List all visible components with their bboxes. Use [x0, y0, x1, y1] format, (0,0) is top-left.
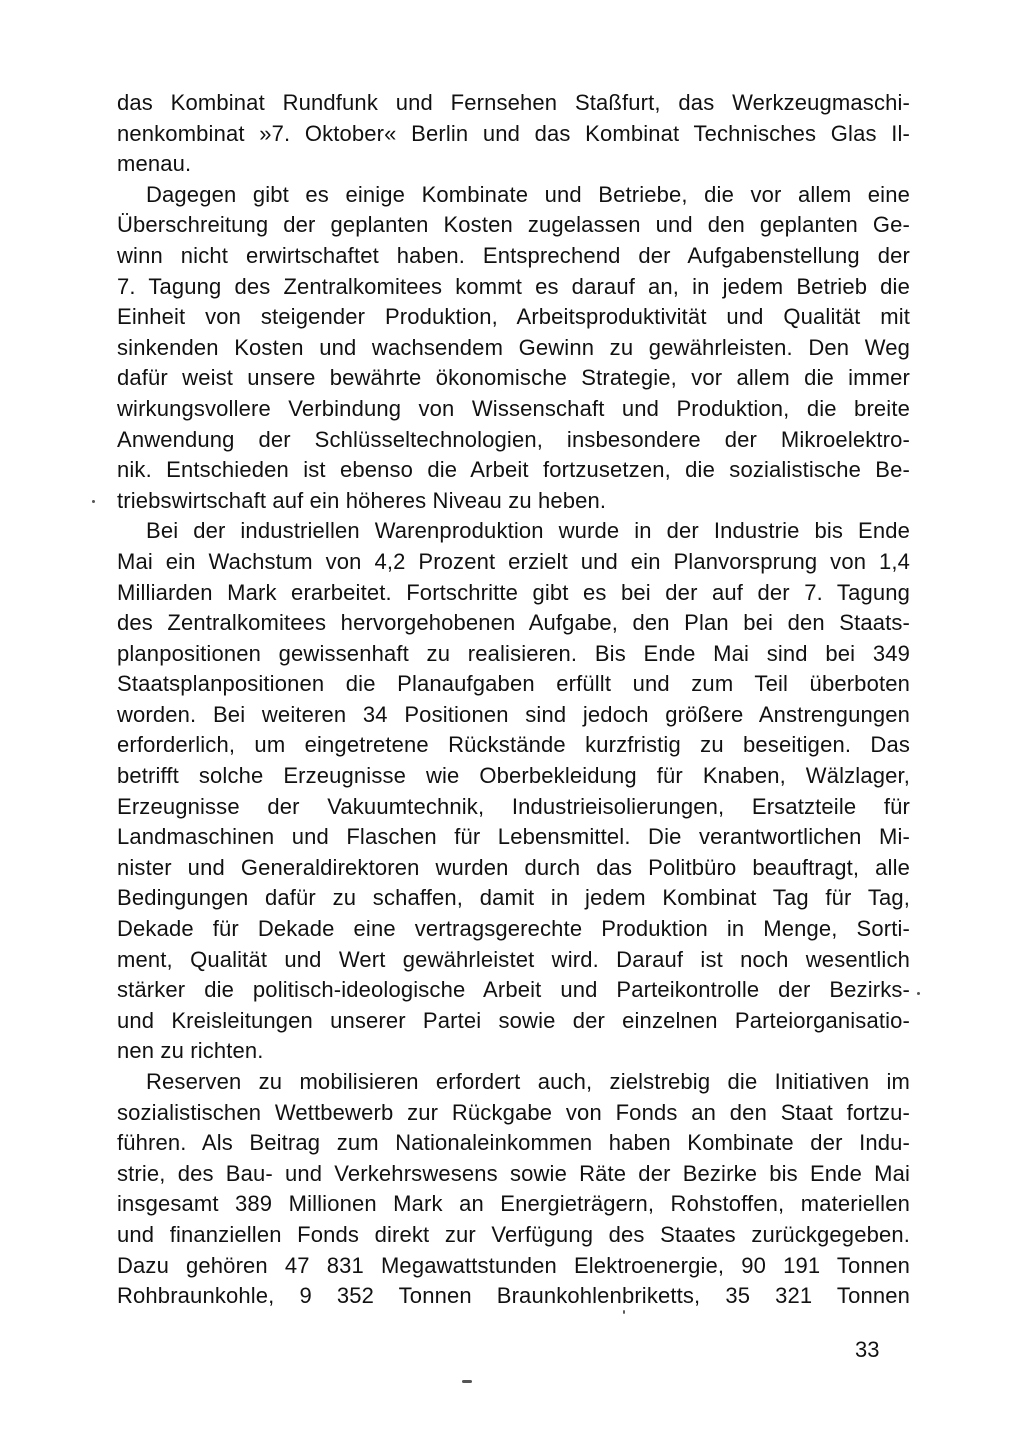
text-line: Überschreitung der geplanten Kosten zugelassen und den geplanten Ge-: [117, 212, 910, 238]
paragraph: [117, 516, 910, 1067]
scan-speck: [623, 1310, 625, 1314]
text-line: und Kreisleitungen unserer Partei sowie der einzelnen Parteiorganisatio-: [117, 1007, 910, 1033]
text-line: Bedingungen dafür zu schaffen, damit in jedem Kombinat Tag für Tag,: [117, 885, 910, 911]
text-line: Staatsplanpositionen die Planaufgaben erfüllt und zum Teil überboten: [117, 671, 910, 697]
text-line: und finanziellen Fonds direkt zur Verfügung des Staates zurückgegeben.: [117, 1221, 910, 1247]
text-line: ment, Qualität und Wert gewährleistet wird. Darauf ist noch wesentlich: [117, 946, 910, 972]
text-line: Dazu gehören 47 831 Megawattstunden Elektroenergie, 90 191 Tonnen: [117, 1252, 910, 1278]
text-line: Bei der industriellen Warenproduktion wurde in der Industrie bis Ende: [146, 518, 910, 544]
text-line: Rohbraunkohle, 9 352 Tonnen Braunkohlenbriketts, 35 321 Tonnen: [117, 1283, 910, 1309]
text-line: Anwendung der Schlüsseltechnologien, insbesondere der Mikroelektro-: [117, 426, 910, 452]
paragraph: [117, 88, 910, 180]
text-line: worden. Bei weiteren 34 Positionen sind jedoch größere Anstrengungen: [117, 701, 910, 727]
text-line: insgesamt 389 Millionen Mark an Energieträgern, Rohstoffen, materiellen: [117, 1191, 910, 1217]
text-line: wirkungsvollere Verbindung von Wissenschaft und Produktion, die breite: [117, 395, 910, 421]
page-number: 33: [855, 1337, 880, 1362]
paragraph: [117, 180, 910, 517]
text-line: das Kombinat Rundfunk und Fernsehen Staßfurt, das Werkzeugmaschi-: [117, 90, 910, 115]
text-line: Dekade für Dekade eine vertragsgerechte Produktion in Menge, Sorti-: [117, 916, 910, 942]
text-line: nister und Generaldirektoren wurden durch das Politbüro beauftragt, alle: [117, 854, 910, 880]
text-line: nenkombinat »7. Oktober« Berlin und das Kombinat Technisches Glas Il-: [117, 120, 910, 146]
text-line: Landmaschinen und Flaschen für Lebensmittel. Die verantwortlichen Mi-: [117, 824, 910, 850]
text-line: sinkenden Kosten und wachsendem Gewinn zu gewährleisten. Den Weg: [117, 334, 910, 360]
scan-speck: [917, 992, 920, 995]
text-line: betrifft solche Erzeugnisse wie Oberbekleidung für Knaben, Wälzlager,: [117, 763, 910, 789]
text-line: Reserven zu mobilisieren erfordert auch, zielstrebig die Initiativen im: [146, 1069, 910, 1094]
text-line: führen. Als Beitrag zum Nationaleinkommen haben Kombinate der Indu-: [117, 1130, 910, 1156]
scan-speck: [462, 1380, 472, 1383]
text-line: 7. Tagung des Zentralkomitees kommt es darauf an, in jedem Betrieb die: [117, 273, 910, 299]
text-line: erforderlich, um eingetretene Rückstände kurzfristig zu beseitigen. Das: [117, 732, 910, 758]
text-line: winn nicht erwirtschaftet haben. Entsprechend der Aufgabenstellung der: [117, 242, 910, 268]
text-line: planpositionen gewissenhaft zu realisieren. Bis Ende Mai sind bei 349: [117, 640, 910, 666]
paragraph: [117, 1067, 910, 1312]
text-line: Dagegen gibt es einige Kombinate und Betriebe, die vor allem eine: [146, 181, 910, 207]
body-text: [117, 88, 910, 1312]
scan-speck: [92, 500, 95, 503]
text-line: dafür weist unsere bewährte ökonomische Strategie, vor allem die immer: [117, 365, 910, 391]
text-line: Einheit von steigender Produktion, Arbeitsproduktivität und Qualität mit: [117, 304, 910, 330]
text-line: menau.: [117, 151, 192, 177]
text-line: Erzeugnisse der Vakuumtechnik, Industrieisolierungen, Ersatzteile für: [117, 793, 910, 819]
text-line: strie, des Bau- und Verkehrswesens sowie Räte der Bezirke bis Ende Mai: [117, 1160, 910, 1186]
text-line: stärker die politisch-ideologische Arbeit und Parteikontrolle der Bezirks-: [117, 977, 910, 1003]
text-line: Milliarden Mark erarbeitet. Fortschritte gibt es bei der auf der 7. Tagung: [117, 579, 910, 605]
text-line: nik. Entschieden ist ebenso die Arbeit fortzusetzen, die sozialistische Be-: [117, 457, 910, 483]
text-line: nen zu richten.: [117, 1038, 264, 1064]
text-line: des Zentralkomitees hervorgehobenen Aufgabe, den Plan bei den Staats-: [117, 610, 910, 636]
text-line: Mai ein Wachstum von 4,2 Prozent erzielt und ein Planvorsprung von 1,4: [117, 548, 910, 574]
text-line: sozialistischen Wettbewerb zur Rückgabe von Fonds an den Staat fortzu-: [117, 1099, 910, 1125]
text-line: triebswirtschaft auf ein höheres Niveau zu heben.: [117, 487, 607, 513]
